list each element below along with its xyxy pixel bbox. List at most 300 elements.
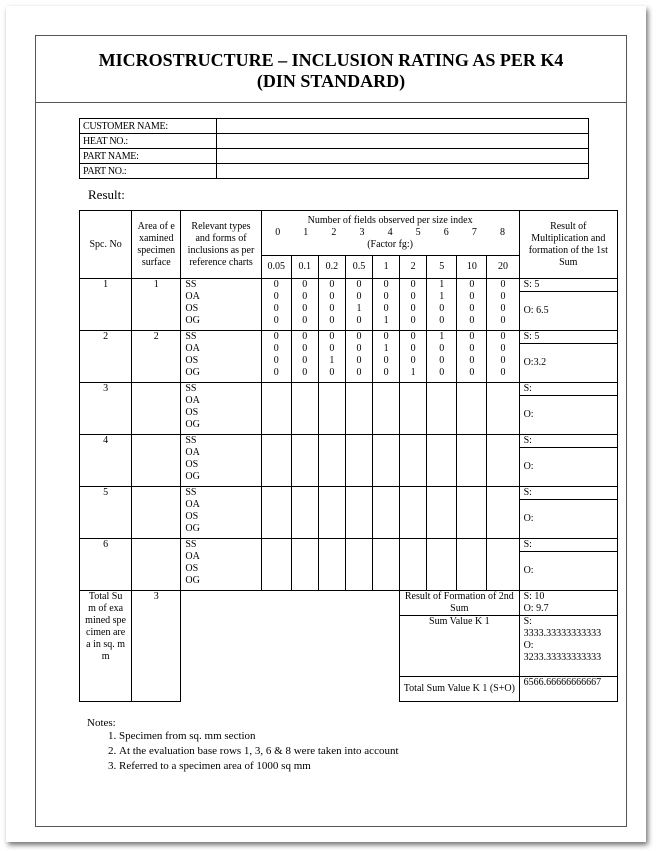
field-count: 0 xyxy=(469,331,475,342)
field-count: 0 xyxy=(410,315,416,326)
field-count xyxy=(400,563,426,575)
k1-o-label: O: xyxy=(523,640,534,651)
field-count: 0 xyxy=(469,343,475,354)
area-cell[interactable] xyxy=(132,383,181,435)
field-count-cell[interactable] xyxy=(373,487,400,539)
field-count xyxy=(319,471,345,483)
field-count-cell[interactable] xyxy=(373,383,400,435)
area-cell[interactable] xyxy=(132,487,181,539)
info-row xyxy=(80,149,589,164)
result-s: S: 5 xyxy=(520,279,617,292)
total-area: 3 xyxy=(132,591,181,702)
field-count xyxy=(427,575,456,587)
field-count xyxy=(400,511,426,523)
field-count xyxy=(373,471,399,483)
field-count xyxy=(487,471,518,483)
field-count: 0 xyxy=(469,303,475,314)
result-label: Result: xyxy=(88,187,125,202)
info-row xyxy=(80,164,589,179)
field-count xyxy=(457,395,486,407)
field-count xyxy=(487,419,518,431)
field-count xyxy=(487,407,518,419)
field-count xyxy=(487,523,518,535)
field-count xyxy=(292,395,318,407)
document-page xyxy=(6,6,646,842)
field-count xyxy=(319,499,345,511)
result-o: O: xyxy=(523,409,534,420)
field-count xyxy=(346,511,372,523)
field-count xyxy=(400,487,426,499)
field-count xyxy=(319,523,345,535)
field-count: 0 xyxy=(383,279,389,290)
field-count-cell[interactable] xyxy=(427,435,457,487)
area-cell[interactable] xyxy=(132,539,181,591)
field-count-cell[interactable] xyxy=(400,331,427,383)
field-count-cell[interactable] xyxy=(291,331,318,383)
field-count-cell[interactable] xyxy=(373,435,400,487)
area-cell[interactable]: 1 xyxy=(132,279,181,331)
field-count xyxy=(457,563,486,575)
header-area: Area of examined specimen surface xyxy=(132,211,181,279)
field-count-cell[interactable] xyxy=(318,383,345,435)
field-count-cell[interactable] xyxy=(487,279,519,331)
types-cell xyxy=(181,279,261,331)
field-count: 0 xyxy=(500,279,506,290)
field-count xyxy=(457,447,486,459)
field-count xyxy=(457,471,486,483)
field-count-cell[interactable] xyxy=(400,383,427,435)
result-s: S: xyxy=(520,383,617,396)
field-count-cell[interactable] xyxy=(487,435,519,487)
page-border xyxy=(35,35,627,827)
field-count xyxy=(346,407,372,419)
field-count xyxy=(262,407,291,419)
field-count xyxy=(262,551,291,563)
type-label: SS xyxy=(185,383,197,394)
field-count xyxy=(457,539,486,551)
type-label: OA xyxy=(185,499,200,510)
field-count-cell[interactable] xyxy=(291,435,318,487)
field-count-cell[interactable] xyxy=(487,331,519,383)
sample-row xyxy=(80,331,618,383)
field-count: 0 xyxy=(273,291,279,302)
factor-label: 0.5 xyxy=(345,256,372,279)
field-count xyxy=(487,511,518,523)
field-count xyxy=(346,447,372,459)
part-no-field[interactable] xyxy=(217,164,589,179)
field-count-cell[interactable] xyxy=(457,331,487,383)
result-o: O: xyxy=(523,513,534,524)
field-count xyxy=(262,511,291,523)
field-count: 0 xyxy=(410,303,416,314)
field-count xyxy=(319,383,345,395)
field-count: 0 xyxy=(500,367,506,378)
field-count-cell[interactable] xyxy=(261,435,291,487)
field-count-cell[interactable] xyxy=(400,539,427,591)
sample-row xyxy=(80,539,618,591)
type-label: OG xyxy=(185,523,200,534)
field-count xyxy=(487,435,518,447)
field-count xyxy=(400,419,426,431)
result-o: O: xyxy=(523,461,534,472)
field-count xyxy=(400,471,426,483)
field-count: 1 xyxy=(356,303,362,314)
info-label: HEAT NO.: xyxy=(80,134,217,149)
field-count-cell[interactable] xyxy=(400,487,427,539)
field-count-cell[interactable] xyxy=(261,487,291,539)
field-count xyxy=(373,459,399,471)
field-count: 0 xyxy=(302,343,308,354)
field-count xyxy=(319,419,345,431)
field-count xyxy=(346,575,372,587)
field-count xyxy=(292,459,318,471)
field-count-cell[interactable] xyxy=(457,383,487,435)
field-count xyxy=(292,383,318,395)
part-name-field[interactable] xyxy=(217,149,589,164)
sample-row xyxy=(80,383,618,435)
info-label: PART NO.: xyxy=(80,164,217,179)
field-count: 0 xyxy=(410,291,416,302)
notes-list xyxy=(87,729,399,774)
field-count xyxy=(319,563,345,575)
field-count xyxy=(346,551,372,563)
field-count: 0 xyxy=(439,367,445,378)
field-count-cell[interactable] xyxy=(345,279,372,331)
field-count xyxy=(487,539,518,551)
field-count-cell[interactable] xyxy=(291,279,318,331)
field-count xyxy=(373,551,399,563)
type-label: OA xyxy=(185,343,200,354)
field-count: 0 xyxy=(273,279,279,290)
field-count xyxy=(292,551,318,563)
field-count xyxy=(292,407,318,419)
field-count: 0 xyxy=(383,355,389,366)
field-count xyxy=(292,563,318,575)
field-count xyxy=(400,551,426,563)
field-count xyxy=(457,511,486,523)
field-count-cell[interactable] xyxy=(261,331,291,383)
field-count xyxy=(319,511,345,523)
field-count-cell[interactable] xyxy=(373,279,400,331)
size-index-label: 4 xyxy=(387,227,393,238)
area-cell[interactable] xyxy=(132,435,181,487)
result-s: S: xyxy=(520,539,617,552)
field-count: 0 xyxy=(356,355,362,366)
field-count-cell[interactable] xyxy=(427,279,457,331)
second-sum-o: O: 9.7 xyxy=(523,603,549,614)
type-label: OS xyxy=(185,511,199,522)
field-count xyxy=(400,539,426,551)
field-count xyxy=(487,383,518,395)
field-count: 0 xyxy=(273,315,279,326)
field-count xyxy=(262,487,291,499)
field-count-cell[interactable] xyxy=(487,487,519,539)
field-count: 0 xyxy=(439,343,445,354)
field-count: 0 xyxy=(356,343,362,354)
type-label: OS xyxy=(185,407,199,418)
field-count: 0 xyxy=(273,343,279,354)
result-cell xyxy=(519,539,617,591)
type-label: SS xyxy=(185,539,197,550)
field-count xyxy=(373,487,399,499)
field-count: 0 xyxy=(500,331,506,342)
field-count xyxy=(400,435,426,447)
field-count xyxy=(262,447,291,459)
field-count-cell[interactable] xyxy=(318,539,345,591)
field-count-cell[interactable] xyxy=(457,435,487,487)
size-index-label: 3 xyxy=(359,227,365,238)
field-count xyxy=(457,551,486,563)
field-count: 0 xyxy=(410,343,416,354)
field-count-cell[interactable] xyxy=(291,539,318,591)
field-count xyxy=(292,575,318,587)
result-o: O: xyxy=(523,565,534,576)
field-count xyxy=(262,435,291,447)
field-count: 0 xyxy=(500,315,506,326)
field-count: 0 xyxy=(500,291,506,302)
field-count-cell[interactable] xyxy=(427,331,457,383)
field-count: 0 xyxy=(469,355,475,366)
factor-label: 5 xyxy=(427,256,457,279)
field-count xyxy=(427,523,456,535)
field-count xyxy=(373,563,399,575)
spc-no-cell: 6 xyxy=(80,539,132,591)
note-item: 3. Referred to a specimen area of 1000 sq mm xyxy=(119,759,399,774)
spc-no-cell: 3 xyxy=(80,383,132,435)
field-count-cell[interactable] xyxy=(345,539,372,591)
field-count: 0 xyxy=(410,331,416,342)
field-count-cell[interactable] xyxy=(400,435,427,487)
field-count: 0 xyxy=(500,303,506,314)
factor-label: 2 xyxy=(400,256,427,279)
note-item: 1. Specimen from sq. mm section xyxy=(119,729,399,744)
field-count xyxy=(373,419,399,431)
field-count: 0 xyxy=(356,291,362,302)
field-count-cell[interactable] xyxy=(487,383,519,435)
customer-name-field[interactable] xyxy=(217,119,589,134)
k1-s-label: S: xyxy=(523,616,532,627)
type-label: OG xyxy=(185,471,200,482)
field-count-cell[interactable] xyxy=(318,279,345,331)
field-count xyxy=(319,575,345,587)
field-count xyxy=(487,499,518,511)
field-count xyxy=(292,523,318,535)
note-item: 2. At the evaluation base rows 1, 3, 6 & 8 were taken into account xyxy=(119,744,399,759)
field-count-cell[interactable] xyxy=(291,487,318,539)
field-count xyxy=(346,563,372,575)
field-count xyxy=(427,539,456,551)
field-count-cell[interactable] xyxy=(345,435,372,487)
type-label: OA xyxy=(185,395,200,406)
field-count xyxy=(400,523,426,535)
field-count xyxy=(262,575,291,587)
field-count: 0 xyxy=(329,367,335,378)
field-count-cell[interactable] xyxy=(261,383,291,435)
field-count: 0 xyxy=(500,355,506,366)
field-count: 0 xyxy=(439,355,445,366)
type-label: OS xyxy=(185,303,199,314)
field-count xyxy=(487,563,518,575)
field-count: 0 xyxy=(439,315,445,326)
field-count xyxy=(319,551,345,563)
type-label: OG xyxy=(185,575,200,586)
header-fields xyxy=(261,211,519,256)
field-count xyxy=(427,459,456,471)
inclusion-rating-table xyxy=(79,210,618,702)
field-count-cell[interactable] xyxy=(345,383,372,435)
field-count xyxy=(487,487,518,499)
types-cell xyxy=(181,487,261,539)
field-count-cell[interactable] xyxy=(318,331,345,383)
types-cell xyxy=(181,383,261,435)
blank-area xyxy=(181,591,400,702)
field-count-cell[interactable] xyxy=(345,487,372,539)
sample-row xyxy=(80,487,618,539)
field-count: 1 xyxy=(383,315,389,326)
field-count xyxy=(457,407,486,419)
info-table xyxy=(79,118,589,179)
total-k1-label: Total Sum Value K 1 (S+O) xyxy=(400,677,519,702)
info-row xyxy=(80,134,589,149)
field-count: 0 xyxy=(410,279,416,290)
field-count-cell[interactable] xyxy=(373,331,400,383)
field-count-cell[interactable] xyxy=(261,279,291,331)
field-count-cell[interactable] xyxy=(291,383,318,435)
notes-heading: Notes: xyxy=(87,717,116,729)
field-count xyxy=(487,459,518,471)
field-count: 0 xyxy=(383,367,389,378)
field-count-cell[interactable] xyxy=(427,383,457,435)
field-count-cell[interactable] xyxy=(261,539,291,591)
field-count-cell[interactable] xyxy=(487,539,519,591)
result-cell xyxy=(519,383,617,435)
factor-label: 0.2 xyxy=(318,256,345,279)
field-count xyxy=(457,499,486,511)
header-row xyxy=(80,211,618,256)
field-count-cell[interactable] xyxy=(457,487,487,539)
spc-no-cell: 5 xyxy=(80,487,132,539)
field-count xyxy=(346,419,372,431)
field-count xyxy=(346,487,372,499)
field-count: 0 xyxy=(302,303,308,314)
size-index-label: 7 xyxy=(471,227,477,238)
field-count xyxy=(346,459,372,471)
field-count xyxy=(427,487,456,499)
field-count-cell[interactable] xyxy=(345,331,372,383)
field-count xyxy=(427,447,456,459)
field-count: 0 xyxy=(329,291,335,302)
result-s: S: 5 xyxy=(520,331,617,344)
field-count xyxy=(292,499,318,511)
field-count xyxy=(346,471,372,483)
field-count xyxy=(373,435,399,447)
field-count xyxy=(262,419,291,431)
field-count xyxy=(427,383,456,395)
field-count xyxy=(346,523,372,535)
field-count xyxy=(400,383,426,395)
field-count xyxy=(400,407,426,419)
field-count: 0 xyxy=(500,343,506,354)
size-index-label: 8 xyxy=(499,227,505,238)
size-index-label: 6 xyxy=(443,227,449,238)
field-count-cell[interactable] xyxy=(457,279,487,331)
size-index-label: 2 xyxy=(331,227,337,238)
field-count xyxy=(262,499,291,511)
field-count xyxy=(457,575,486,587)
info-label: CUSTOMER NAME: xyxy=(80,119,217,134)
field-count: 1 xyxy=(383,343,389,354)
field-count xyxy=(457,435,486,447)
field-count: 0 xyxy=(329,279,335,290)
field-count: 1 xyxy=(439,279,445,290)
total-k1-value xyxy=(519,677,617,702)
field-count-cell[interactable] xyxy=(318,435,345,487)
size-index-label: 0 xyxy=(275,227,281,238)
second-sum-value xyxy=(519,591,617,616)
field-count xyxy=(319,435,345,447)
field-count-cell[interactable] xyxy=(400,279,427,331)
field-count xyxy=(262,539,291,551)
type-label: SS xyxy=(185,435,197,446)
header-types: Relevant types and forms of inclusions as per reference charts xyxy=(181,211,261,279)
field-count xyxy=(319,407,345,419)
field-count-cell[interactable] xyxy=(373,539,400,591)
field-count-cell[interactable] xyxy=(427,487,457,539)
field-count xyxy=(319,487,345,499)
spc-no-cell: 1 xyxy=(80,279,132,331)
field-count: 0 xyxy=(356,367,362,378)
field-count xyxy=(400,499,426,511)
second-sum-s: S: 10 xyxy=(523,591,545,602)
field-count: 0 xyxy=(469,315,475,326)
field-count-cell[interactable] xyxy=(427,539,457,591)
field-count: 0 xyxy=(273,355,279,366)
sample-row xyxy=(80,279,618,331)
field-count xyxy=(373,407,399,419)
field-count xyxy=(262,383,291,395)
field-count xyxy=(262,395,291,407)
field-count: 0 xyxy=(329,343,335,354)
field-count: 0 xyxy=(302,315,308,326)
field-count xyxy=(262,459,291,471)
field-count xyxy=(427,471,456,483)
field-count xyxy=(292,435,318,447)
field-count xyxy=(457,487,486,499)
field-count xyxy=(319,447,345,459)
field-count-cell[interactable] xyxy=(318,487,345,539)
type-label: SS xyxy=(185,487,197,498)
types-cell xyxy=(181,331,261,383)
field-count: 1 xyxy=(329,355,335,366)
title-block xyxy=(36,36,626,103)
area-cell[interactable]: 2 xyxy=(132,331,181,383)
page-title: MICROSTRUCTURE – INCLUSION RATING AS PER K4 xyxy=(98,50,564,70)
field-count xyxy=(346,435,372,447)
field-count xyxy=(400,459,426,471)
type-label: OS xyxy=(185,563,199,574)
heat-no-field[interactable] xyxy=(217,134,589,149)
result-cell xyxy=(519,487,617,539)
field-count xyxy=(319,459,345,471)
field-count xyxy=(373,511,399,523)
types-cell xyxy=(181,539,261,591)
field-count-cell[interactable] xyxy=(457,539,487,591)
field-count: 0 xyxy=(302,291,308,302)
spc-no-cell: 2 xyxy=(80,331,132,383)
k1-s-value: 3333.33333333333 xyxy=(523,628,602,639)
header-factor: (Factor fg:) xyxy=(367,239,414,250)
field-count: 0 xyxy=(302,355,308,366)
